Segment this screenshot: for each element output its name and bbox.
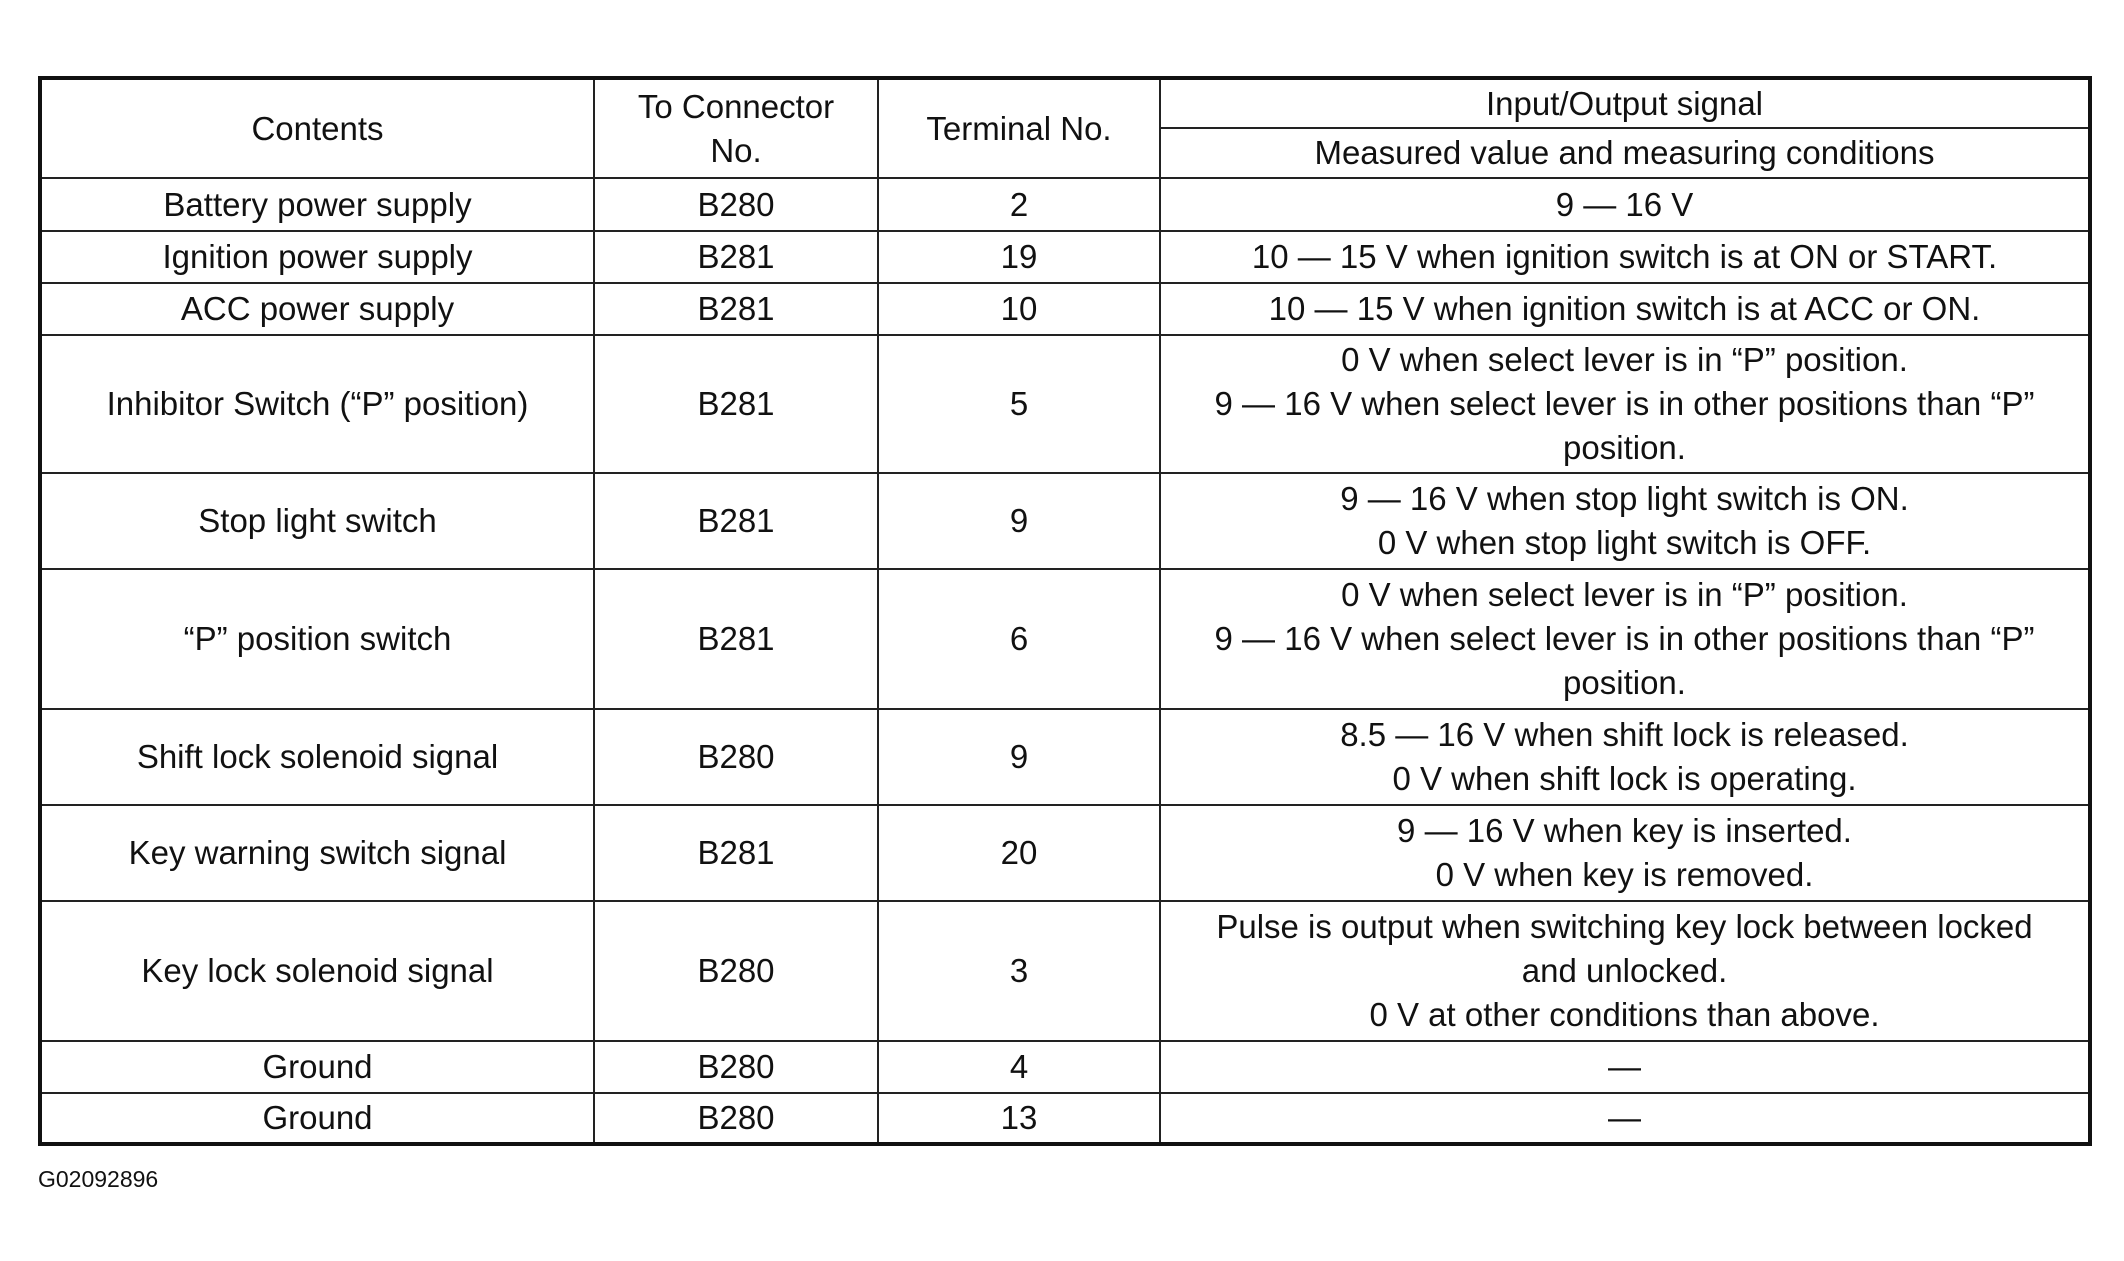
table-row	[40, 231, 2090, 283]
cell-terminal: 3	[878, 901, 1160, 1041]
cell-terminal: 9	[878, 709, 1160, 805]
signal-table	[38, 76, 2092, 1146]
cell-signal: —	[1160, 1093, 2090, 1144]
header-connector: To Connector No.	[594, 78, 878, 178]
cell-connector: B281	[594, 335, 878, 473]
cell-signal: 0 V when select lever is in “P” position. 9 — 16 V when select lever is in other positions than “P” position.	[1160, 569, 2090, 709]
cell-terminal: 19	[878, 231, 1160, 283]
table-row	[40, 283, 2090, 335]
cell-terminal: 2	[878, 178, 1160, 231]
table-row	[40, 1093, 2090, 1144]
cell-connector: B281	[594, 805, 878, 901]
table-row	[40, 709, 2090, 805]
cell-terminal: 5	[878, 335, 1160, 473]
cell-signal: —	[1160, 1041, 2090, 1093]
cell-signal: 9 — 16 V	[1160, 178, 2090, 231]
cell-connector: B281	[594, 283, 878, 335]
header-io-signal: Input/Output signal	[1160, 78, 2090, 128]
table-row	[40, 569, 2090, 709]
cell-signal: 0 V when select lever is in “P” position. 9 — 16 V when select lever is in other positions than “P” position.	[1160, 335, 2090, 473]
table-row	[40, 805, 2090, 901]
cell-contents: Inhibitor Switch (“P” position)	[40, 335, 594, 473]
cell-signal: 10 — 15 V when ignition switch is at ACC or ON.	[1160, 283, 2090, 335]
cell-terminal: 6	[878, 569, 1160, 709]
cell-contents: Key warning switch signal	[40, 805, 594, 901]
table-row	[40, 335, 2090, 473]
cell-contents: Key lock solenoid signal	[40, 901, 594, 1041]
cell-connector: B281	[594, 569, 878, 709]
header-measured: Measured value and measuring conditions	[1160, 128, 2090, 178]
cell-connector: B280	[594, 901, 878, 1041]
cell-signal: 8.5 — 16 V when shift lock is released. 0 V when shift lock is operating.	[1160, 709, 2090, 805]
cell-connector: B280	[594, 178, 878, 231]
cell-contents: Ground	[40, 1041, 594, 1093]
cell-terminal: 9	[878, 473, 1160, 569]
cell-contents: Ground	[40, 1093, 594, 1144]
cell-connector: B281	[594, 473, 878, 569]
cell-contents: Shift lock solenoid signal	[40, 709, 594, 805]
header-contents: Contents	[40, 78, 594, 178]
cell-connector: B280	[594, 1041, 878, 1093]
table-row	[40, 473, 2090, 569]
header-terminal: Terminal No.	[878, 78, 1160, 178]
figure-id-label: G02092896	[38, 1166, 159, 1192]
cell-signal: 9 — 16 V when stop light switch is ON. 0 V when stop light switch is OFF.	[1160, 473, 2090, 569]
cell-terminal: 20	[878, 805, 1160, 901]
cell-contents: Ignition power supply	[40, 231, 594, 283]
cell-contents: “P” position switch	[40, 569, 594, 709]
cell-contents: Stop light switch	[40, 473, 594, 569]
header-row-1	[40, 78, 2090, 128]
cell-signal: 10 — 15 V when ignition switch is at ON or START.	[1160, 231, 2090, 283]
cell-terminal: 4	[878, 1041, 1160, 1093]
cell-signal: 9 — 16 V when key is inserted. 0 V when key is removed.	[1160, 805, 2090, 901]
cell-terminal: 13	[878, 1093, 1160, 1144]
cell-connector: B280	[594, 1093, 878, 1144]
cell-connector: B280	[594, 709, 878, 805]
cell-connector: B281	[594, 231, 878, 283]
table-row	[40, 901, 2090, 1041]
cell-signal: Pulse is output when switching key lock between locked and unlocked. 0 V at other conditions than above.	[1160, 901, 2090, 1041]
cell-contents: ACC power supply	[40, 283, 594, 335]
cell-contents: Battery power supply	[40, 178, 594, 231]
table-row	[40, 1041, 2090, 1093]
table-row	[40, 178, 2090, 231]
cell-terminal: 10	[878, 283, 1160, 335]
